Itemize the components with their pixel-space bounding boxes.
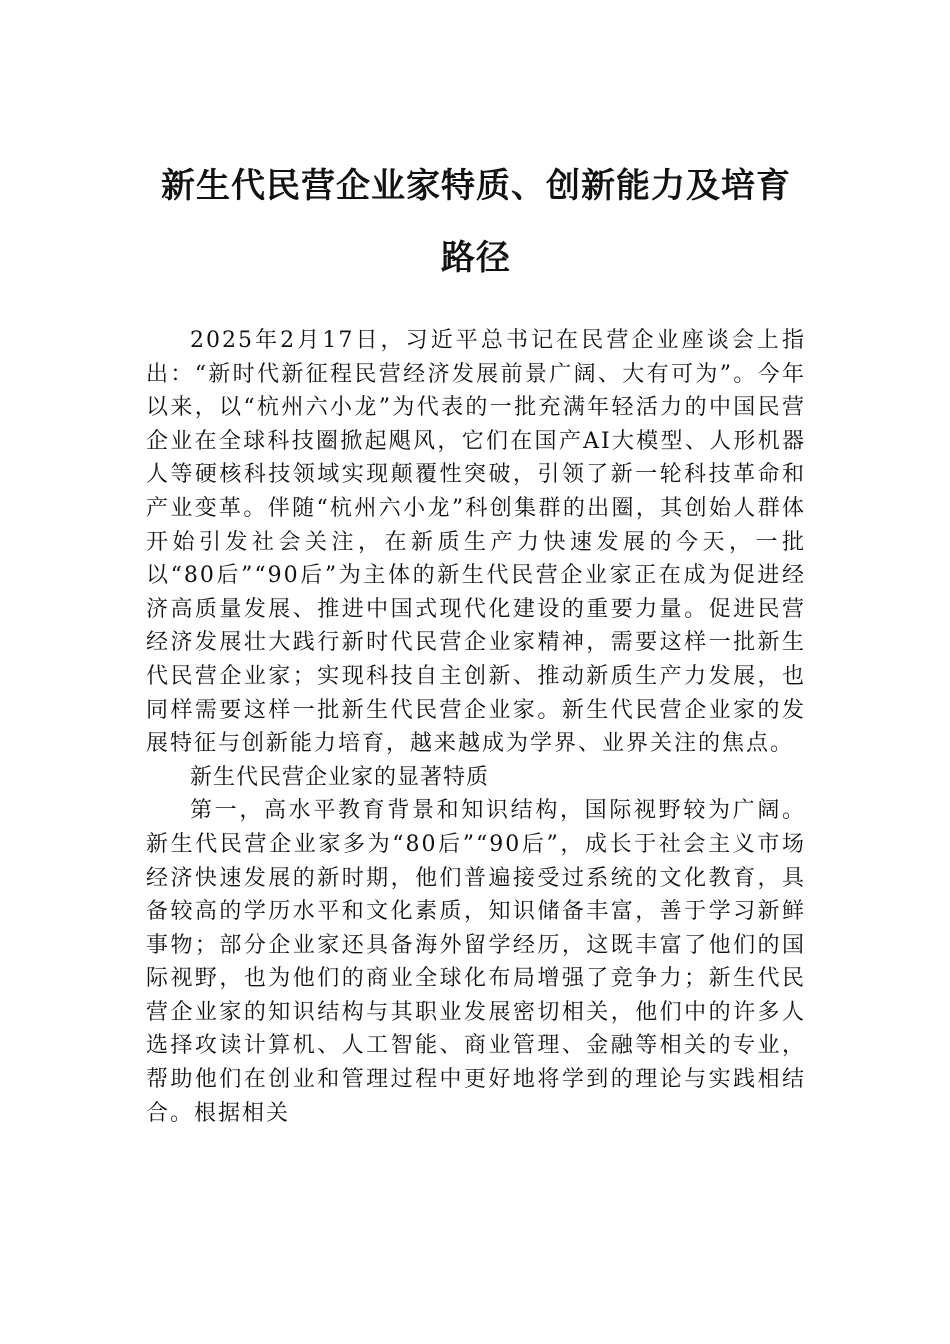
section-paragraph: 第一，高水平教育背景和知识结构，国际视野较为广阔。新生代民营企业家多为“80后”“90后”，成长于社会主义市场经济快速发展的新时期，他们普遍接受过系统的文化教育，具备较高的学历水平和文化素质，知识储备丰富，善于学习新鲜事物；部分企业家还具备海外留学经历，这既丰富了他们的国际视野，也为他们的商业全球化布局增强了竞争力；新生代民营企业家的知识结构与其职业发展密切相关，他们中的许多人选择攻读计算机、人工智能、商业管理、金融等相关的专业，帮助他们在创业和管理过程中更好地将学到的理论与实践相结合。根据相关 — [146, 798, 806, 1126]
title-line-2: 路径 — [441, 238, 511, 278]
document-title — [146, 150, 806, 294]
title-line-1: 新生代民营企业家特质、创新能力及培育 — [161, 166, 791, 206]
section-heading: 新生代民营企业家的显著特质 — [190, 764, 490, 790]
document-body — [146, 324, 806, 1130]
intro-paragraph: 2025年2月17日，习近平总书记在民营企业座谈会上指出：“新时代新征程民营经济发展前景广阔、大有可为”。今年以来，以“杭州六小龙”为代表的一批充满年轻活力的中国民营企业在全球科技圈掀起飓风，它们在国产AI大模型、人形机器人等硬核科技领域实现颠覆性突破，引领了新一轮科技革命和产业变革。伴随“杭州六小龙”科创集群的出圈，其创始人群体开始引发社会关注，在新质生产力快速发展的今天，一批以“80后”“90后”为主体的新生代民营企业家正在成为促进经济高质量发展、推进中国式现代化建设的重要力量。促进民营经济发展壮大践行新时代民营企业家精神，需要这样一批新生代民营企业家；实现科技自主创新、推动新质生产力发展，也同样需要这样一批新生代民营企业家。新生代民营企业家的发展特征与创新能力培育，越来越成为学界、业界关注的焦点。 — [146, 328, 806, 757]
document-page — [146, 150, 806, 1130]
